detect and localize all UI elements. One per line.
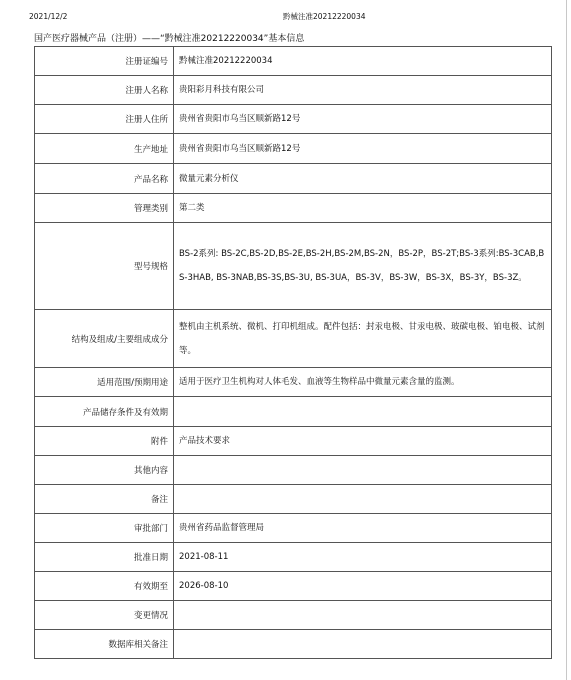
- row-value: 2026-08-10: [174, 572, 552, 601]
- row-value: 第二类: [174, 194, 552, 223]
- table-row: [35, 134, 552, 164]
- table-row: [35, 105, 552, 134]
- row-value: 贵州省贵阳市乌当区顺新路12号: [174, 105, 552, 134]
- row-label: 数据库相关备注: [35, 630, 174, 659]
- row-label: 注册人名称: [35, 76, 174, 105]
- row-label: 变更情况: [35, 601, 174, 630]
- row-value: [174, 485, 552, 514]
- row-value: 适用于医疗卫生机构对人体毛发、血液等生物样品中微量元素含量的监测。: [174, 368, 552, 397]
- table-row: [35, 397, 552, 427]
- row-label: 产品储存条件及有效期: [35, 397, 174, 427]
- row-label: 附件: [35, 427, 174, 456]
- row-value: 微量元素分析仪: [174, 164, 552, 194]
- row-value: [174, 310, 552, 368]
- print-header-title: 黔械注准20212220034: [283, 12, 366, 21]
- row-value: [174, 630, 552, 659]
- table-row: [35, 630, 552, 659]
- model-spec-text: BS-2系列: BS-2C,BS-2D,BS-2E,BS-2H,BS-2M,BS-2N，BS-2P，BS-2T;BS-3系列:BS-3CAB,BS-3HAB, BS-3NAB,BS-3S,BS-3U, BS-3UA，BS-3V，BS-3W，BS-3X，BS-3Y，BS-3Z。: [179, 249, 545, 283]
- row-value: 贵州省药品监督管理局: [174, 514, 552, 543]
- print-date: 2021/12/2: [29, 12, 68, 21]
- row-value: [174, 223, 552, 310]
- row-label: 备注: [35, 485, 174, 514]
- table-row: [35, 76, 552, 105]
- row-label: 管理类别: [35, 194, 174, 223]
- row-label: 注册人住所: [35, 105, 174, 134]
- row-label: 结构及组成/主要组成成分: [35, 310, 174, 368]
- row-label: 审批部门: [35, 514, 174, 543]
- row-value: [174, 601, 552, 630]
- table-row: [35, 368, 552, 397]
- registration-info-table: [34, 46, 552, 659]
- table-row: [35, 194, 552, 223]
- row-value: 2021-08-11: [174, 543, 552, 572]
- page-edge-line: [566, 0, 567, 680]
- row-value: 贵阳彩月科技有限公司: [174, 76, 552, 105]
- row-label: 批准日期: [35, 543, 174, 572]
- table-row: [35, 485, 552, 514]
- table-row: [35, 310, 552, 368]
- row-label: 型号规格: [35, 223, 174, 310]
- row-label: 产品名称: [35, 164, 174, 194]
- document-heading: 国产医疗器械产品（注册）——“黔械注准20212220034”基本信息: [34, 34, 305, 44]
- table-row: [35, 514, 552, 543]
- row-label: 注册证编号: [35, 47, 174, 76]
- row-label: 有效期至: [35, 572, 174, 601]
- structure-text: 整机由主机系统、微机、打印机组成。配件包括：封汞电极、甘汞电极、玻碳电极、铂电极、试剂等。: [179, 321, 545, 356]
- row-value: [174, 397, 552, 427]
- table-row: [35, 543, 552, 572]
- table-row: [35, 47, 552, 76]
- row-value: 黔械注准20212220034: [174, 47, 552, 76]
- table-row: [35, 572, 552, 601]
- row-label: 生产地址: [35, 134, 174, 164]
- row-value: 贵州省贵阳市乌当区顺新路12号: [174, 134, 552, 164]
- row-label: 其他内容: [35, 456, 174, 485]
- table-row: [35, 223, 552, 310]
- row-label: 适用范围/预期用途: [35, 368, 174, 397]
- row-value: 产品技术要求: [174, 427, 552, 456]
- row-value: [174, 456, 552, 485]
- table-row: [35, 164, 552, 194]
- table-row: [35, 427, 552, 456]
- table-row: [35, 456, 552, 485]
- table-row: [35, 601, 552, 630]
